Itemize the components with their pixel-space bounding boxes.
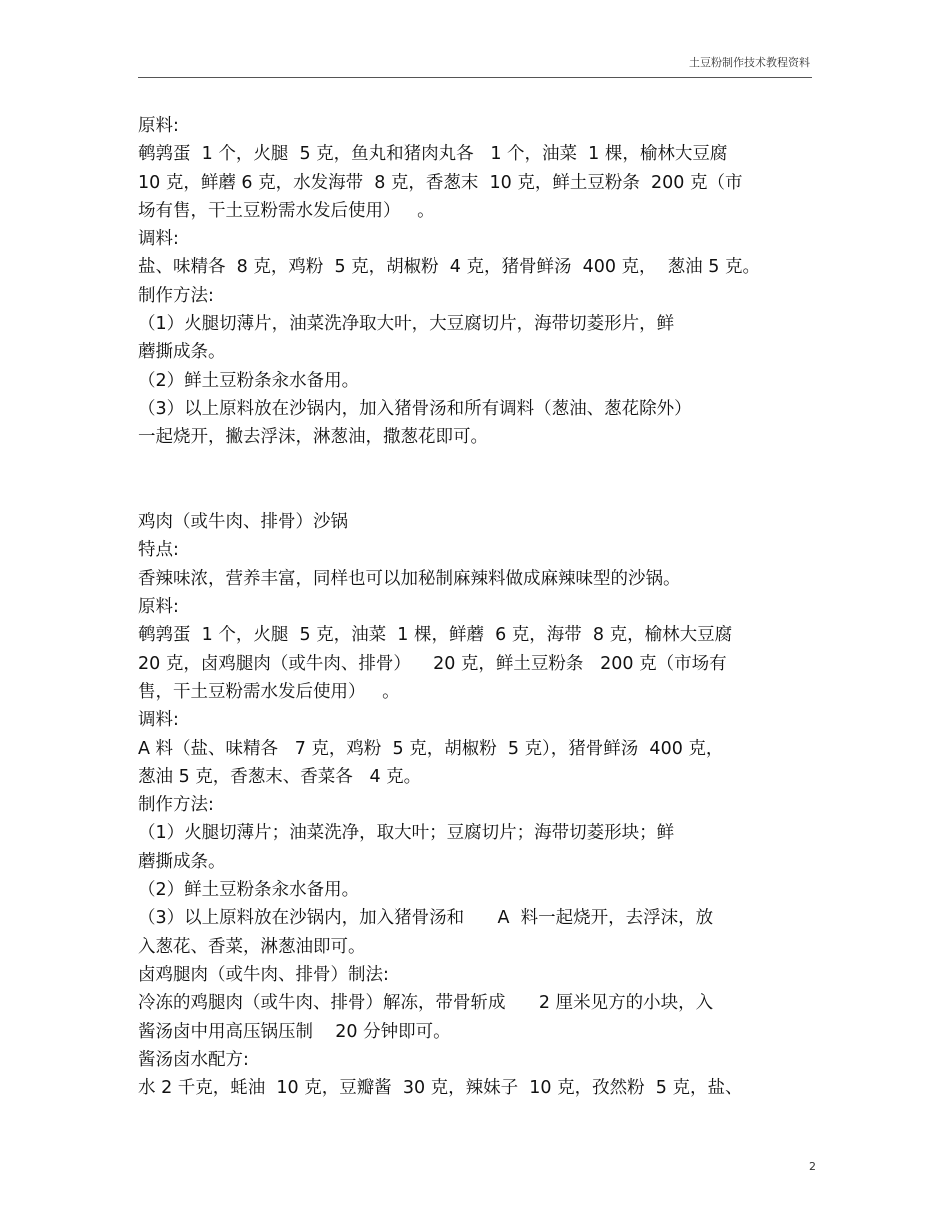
text-line: （3）以上原料放在沙锅内，加入猪骨汤和 A 料一起烧开，去浮沫，放	[138, 908, 714, 929]
text-line: 酱汤卤中用高压锅压制 20 分钟即可。	[138, 1021, 451, 1042]
text-line: 20 克，卤鸡腿肉（或牛肉、排骨） 20 克，鲜土豆粉条 200 克（市场有	[138, 653, 727, 674]
text-line: （1）火腿切薄片；油菜洗净，取大叶；豆腐切片；海带切菱形块；鲜	[138, 823, 675, 844]
text-line: 蘑撕成条。	[138, 851, 226, 872]
text-line: 特点:	[138, 540, 179, 561]
section-spacer	[138, 452, 818, 509]
text-line: 鹌鹑蛋 1 个，火腿 5 克，油菜 1 棵，鲜蘑 6 克，海带 8 克，榆林大豆腐	[138, 625, 733, 646]
text-line: 葱油 5 克，香葱末、香菜各 4 克。	[138, 766, 422, 787]
text-line: 售，干土豆粉需水发后使用） 。	[138, 681, 400, 702]
running-header: 土豆粉制作技术教程资料	[689, 56, 810, 69]
text-line: 蘑撕成条。	[138, 342, 226, 363]
header-divider	[138, 77, 812, 78]
text-line: 水 2 千克，蚝油 10 克，豆瓣酱 30 克，辣妹子 10 克，孜然粉 5 克，盐、	[138, 1078, 743, 1099]
text-line: （3）以上原料放在沙锅内，加入猪骨汤和所有调料（葱油、葱花除外）	[138, 398, 692, 419]
text-line: 制作方法:	[138, 795, 214, 816]
text-line: 盐、味精各 8 克，鸡粉 5 克，胡椒粉 4 克，猪骨鲜汤 400 克， 葱油 5 克。	[138, 257, 760, 278]
recipe-title: 鸡肉（或牛肉、排骨）沙锅	[138, 512, 348, 533]
text-line: （2）鲜土豆粉条汆水备用。	[138, 370, 360, 391]
text-line: 卤鸡腿肉（或牛肉、排骨）制法:	[138, 964, 389, 985]
text-line: 入葱花、香菜，淋葱油即可。	[138, 936, 366, 957]
text-line: 酱汤卤水配方:	[138, 1049, 249, 1070]
text-line: A 料（盐、味精各 7 克，鸡粉 5 克，胡椒粉 5 克），猪骨鲜汤 400 克，	[138, 738, 724, 759]
recipe-section-2	[138, 508, 818, 1102]
text-line: （1）火腿切薄片，油菜洗净取大叶，大豆腐切片，海带切菱形片，鲜	[138, 314, 675, 335]
text-line: 香辣味浓，营养丰富，同样也可以加秘制麻辣料做成麻辣味型的沙锅。	[138, 568, 681, 589]
text-line: 冷冻的鸡腿肉（或牛肉、排骨）解冻，带骨斩成 2 厘米见方的小块，入	[138, 993, 714, 1014]
text-line: 制作方法:	[138, 285, 214, 306]
text-line: 场有售，干土豆粉需水发后使用） 。	[138, 200, 435, 221]
text-line: 原料:	[138, 116, 179, 136]
text-line: 调料:	[138, 710, 179, 731]
text-line: 一起烧开，撇去浮沫，淋葱油，撒葱花即可。	[138, 427, 488, 448]
text-line: 原料:	[138, 597, 179, 618]
text-line: 调料:	[138, 229, 179, 250]
text-line: 鹌鹑蛋 1 个，火腿 5 克，鱼丸和猪肉丸各 1 个，油菜 1 棵，榆林大豆腐	[138, 144, 728, 165]
page-number: 2	[809, 1160, 816, 1173]
recipe-section-1	[138, 112, 818, 452]
text-line: （2）鲜土豆粉条汆水备用。	[138, 880, 360, 901]
document-body	[138, 112, 818, 1102]
text-line: 10 克，鲜蘑 6 克，水发海带 8 克，香葱末 10 克，鲜土豆粉条 200 克（市	[138, 172, 743, 193]
